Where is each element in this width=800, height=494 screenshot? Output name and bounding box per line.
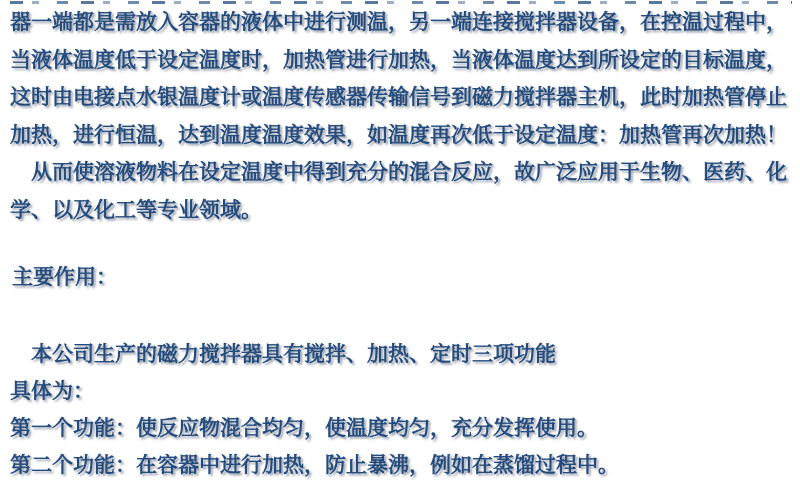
paragraph-line: 加热，进行恒温，达到温度温度效果，如温度再次低于设定温度：加热管再次加热！ — [10, 122, 787, 147]
paragraph-line: 当液体温度低于设定温度时，加热管进行加热，当液体温度达到所设定的目标温度， — [10, 47, 787, 72]
paragraph-line: 从而使溶液物料在设定温度中得到充分的混合反应，故广泛应用于生物、医药、化 — [31, 160, 787, 184]
document-text-block — [10, 4, 792, 484]
paragraph-line: 这时由电接点水银温度计或温度传感器传输信号到磁力搅拌器主机，此时加热管停止 — [10, 85, 787, 109]
section-heading-main-functions: 主要作用： — [12, 265, 117, 289]
paragraph-line: 本公司生产的磁力搅拌器具有搅拌、加热、定时三项功能 — [31, 341, 556, 366]
paragraph-description — [10, 4, 792, 229]
paragraph-line: 学、以及化工等专业领域。 — [10, 197, 262, 222]
paragraph-line: 具体为： — [10, 378, 94, 403]
paragraph-line: 器一端都是需放入容器的液体中进行测温，另一端连接搅拌器设备，在控温过程中， — [10, 10, 787, 34]
paragraph-line: 第二个功能：在容器中进行加热，防止暴沸，例如在蒸馏过程中。 — [10, 452, 619, 477]
paragraph-line: 第一个功能：使反应物混合均匀，使温度均匀，充分发挥使用。 — [10, 415, 598, 440]
paragraph-functions — [10, 336, 792, 484]
